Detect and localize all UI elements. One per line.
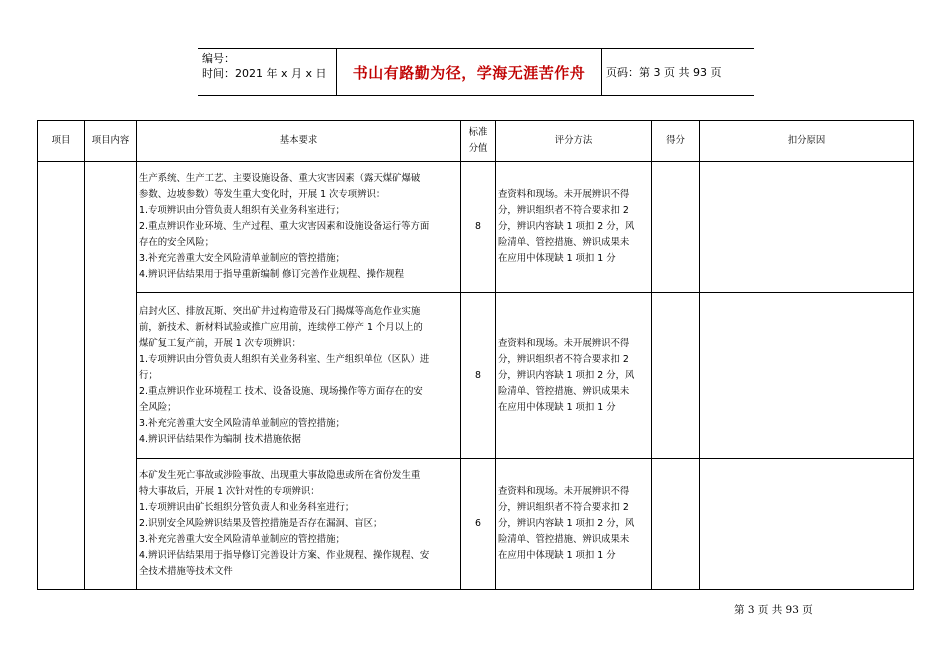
item-cell [38, 162, 85, 590]
header-item: 项目 [38, 121, 85, 162]
score-cell [652, 459, 700, 590]
req-line: 3.补充完善重大安全风险清单並制应的管控措施； [139, 253, 345, 264]
time-label: 时间：2021 年 x 月 x 日 [202, 67, 327, 80]
header-page-cell [602, 49, 754, 95]
req-line: 全风险； [139, 401, 177, 413]
requirement-cell [137, 162, 461, 293]
standard-score-cell: 8 [461, 293, 496, 459]
method-line: 在应用中体现缺 1 项扣 1 分 [498, 550, 616, 561]
header-content: 项目内容 [85, 121, 137, 162]
req-line: 4.辨识评估结果用于指导重新编制 修订完善作业规程、操作规程 [139, 269, 405, 280]
req-line: 1.专项辨识由分管负责人组织有关业务科室、生产组织单位（区队）进 [139, 353, 430, 365]
page-header [198, 48, 754, 96]
req-line: 行； [139, 369, 158, 381]
req-line: 2.重点辨识作业环境程工 技术、设备设施、现场操作等方面存在的安 [139, 385, 423, 397]
req-line: 3.补充完善重大安全风险清单並制应的管控措施； [139, 417, 345, 429]
header-standard-score-line2: 分值 [468, 143, 488, 154]
requirement-cell [137, 293, 461, 459]
method-line: 分，辨识内容缺 1 项扣 2 分，风 [498, 518, 635, 529]
req-line: 2.重点辨识作业环境、生产过程、重大灾害因素和设施设备运行等方面 [139, 221, 430, 232]
method-line: 在应用中体现缺 1 项扣 1 分 [498, 253, 616, 264]
req-line: 4.辨识评估结果作为编制 技术措施依据 [139, 433, 301, 445]
method-line: 分，辨识内容缺 1 项扣 2 分，风 [498, 369, 635, 381]
header-method: 评分方法 [496, 121, 652, 162]
item-content-cell [85, 162, 137, 590]
assessment-table [37, 120, 914, 590]
header-requirement: 基本要求 [137, 121, 461, 162]
header-standard-score-line1: 标准 [468, 127, 488, 138]
method-line: 险清单、管控措施、辨识成果未 [498, 385, 630, 397]
header-reason: 扣分原因 [700, 121, 914, 162]
method-line: 在应用中体现缺 1 项扣 1 分 [498, 401, 616, 413]
method-cell [496, 293, 652, 459]
req-line: 3.补充完善重大安全风险清单並制应的管控措施； [139, 534, 345, 545]
reason-cell [700, 162, 914, 293]
method-cell [496, 459, 652, 590]
header-page-label: 页码：第 3 页 共 93 页 [606, 65, 722, 79]
req-line: 2.识别安全风险辨识结果及管控措施是否存在漏洞、盲区； [139, 518, 383, 529]
req-line: 煤矿复工复产前，开展 1 次专项辨识： [139, 337, 301, 349]
req-line: 4.辨识评估结果用于指导修订完善设计方案、作业规程、操作规程、安 [139, 550, 430, 561]
method-cell [496, 162, 652, 293]
method-line: 分，辨识组织者不符合要求扣 2 [498, 502, 629, 513]
method-line: 险清单、管控措施、辨识成果未 [498, 534, 630, 545]
method-line: 查资料和现场。未开展辨识不得 [498, 337, 630, 349]
score-cell [652, 293, 700, 459]
table-header-row [38, 121, 914, 162]
method-line: 分，辨识内容缺 1 项扣 2 分，风 [498, 221, 635, 232]
score-cell [652, 162, 700, 293]
table-row [38, 162, 914, 293]
reason-cell [700, 293, 914, 459]
req-line: 生产系统、生产工艺、主要设施设备、重大灾害因素（露天煤矿爆破 [139, 173, 421, 184]
req-line: 参数、边坡参数）等发生重大变化时，开展 1 次专项辨识： [139, 189, 386, 200]
req-line: 本矿发生死亡事故或涉险事故、出现重大事故隐患或所在省份发生重 [139, 470, 421, 481]
method-line: 分，辨识组织者不符合要求扣 2 [498, 353, 629, 365]
number-label: 编号： [202, 52, 235, 65]
method-line: 查资料和现场。未开展辨识不得 [498, 189, 630, 200]
method-line: 险清单、管控措施、辨识成果未 [498, 237, 630, 248]
reason-cell [700, 459, 914, 590]
req-line: 前，新技术、新材料试验或推广应用前，连续停工停产 1 个月以上的 [139, 321, 423, 333]
method-line: 查资料和现场。未开展辨识不得 [498, 486, 630, 497]
standard-score-cell: 8 [461, 162, 496, 293]
page-footer: 第 3 页 共 93 页 [734, 604, 813, 616]
header-meta [198, 49, 337, 95]
table-row [38, 293, 914, 459]
req-line: 1.专项辨识由矿长组织分管负责人和业务科室进行； [139, 502, 355, 513]
requirement-cell [137, 459, 461, 590]
req-line: 存在的安全风险； [139, 237, 215, 248]
standard-score-cell: 6 [461, 459, 496, 590]
header-motto: 书山有路勤为径，学海无涯苦作舟 [352, 63, 586, 82]
method-line: 分，辨识组织者不符合要求扣 2 [498, 205, 629, 216]
header-standard-score [461, 121, 496, 162]
table-row [38, 459, 914, 590]
header-motto-cell [337, 49, 602, 95]
req-line: 特大事故后，开展 1 次针对性的专项辨识： [139, 486, 320, 497]
req-line: 1.专项辨识由分管负责人组织有关业务科室进行； [139, 205, 345, 216]
req-line: 全技术措施等技术文件 [139, 566, 233, 577]
req-line: 启封火区、排放瓦斯、突出矿井过构造带及石门揭煤等高危作业实施 [139, 305, 421, 317]
header-score: 得分 [652, 121, 700, 162]
